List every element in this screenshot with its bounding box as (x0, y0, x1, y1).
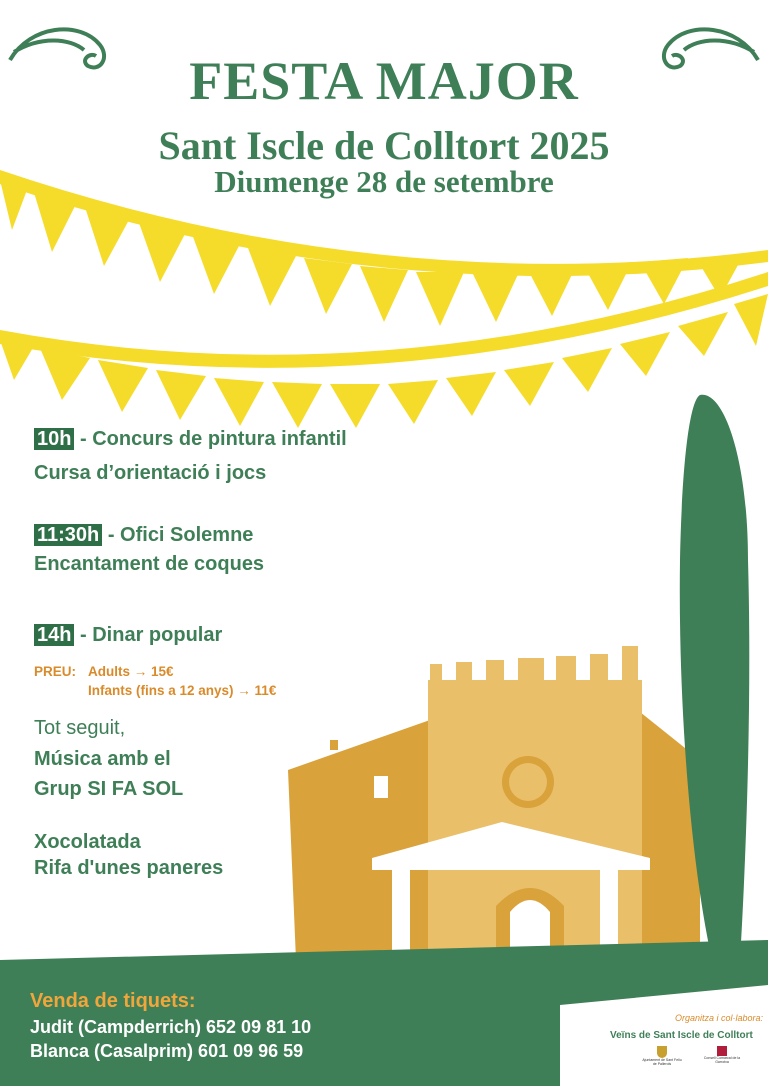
event-title: FESTA MAJOR (189, 51, 579, 111)
ticket-contact-1: Judit (Campderrich) 652 09 81 10 (30, 1017, 312, 1037)
chocolate-event: Xocolatada (34, 831, 141, 853)
logo-2-text: Consell Comarcal de la Garrotxa (703, 1056, 741, 1064)
organizers-label: Organitza i col·labora: (675, 1013, 764, 1023)
afternoon-intro: Tot seguit, (34, 717, 126, 739)
program-item-1 (34, 428, 347, 451)
program-extra: Encantament de coques (34, 553, 265, 575)
program-item-2 (34, 524, 253, 547)
price-children: Infants (fins a 12 anys) → 11€ (88, 683, 277, 698)
program-text: - Ofici Solemne (102, 524, 254, 546)
logo-consell (700, 1046, 744, 1064)
music-line-2: Grup SI FA SOL (34, 778, 184, 800)
consell-logo-icon (717, 1046, 727, 1056)
event-date: Diumenge 28 de setembre (214, 164, 554, 199)
program-text: - Concurs de pintura infantil (74, 428, 347, 450)
coat-of-arms-icon (657, 1046, 667, 1058)
tickets-heading: Venda de tiquets: (30, 990, 196, 1012)
price-adults: Adults → 15€ (88, 664, 174, 679)
program-time: 10h (34, 428, 74, 450)
program-item-3 (34, 624, 222, 647)
program-time: 11:30h (34, 524, 102, 546)
event-subtitle: Sant Iscle de Colltort 2025 (158, 123, 610, 168)
ticket-contact-2: Blanca (Casalprim) 601 09 96 59 (30, 1041, 304, 1061)
program-text: - Dinar popular (74, 624, 223, 646)
music-line-1: Música amb el (34, 748, 171, 770)
program-time: 14h (34, 624, 74, 646)
program-extra: Cursa d’orientació i jocs (34, 462, 267, 484)
raffle-event: Rifa d'unes paneres (34, 857, 224, 879)
logo-1-text: Ajuntament de Sant Feliu de Pallerols (642, 1058, 682, 1066)
price-label: PREU: (34, 664, 77, 679)
organizers-name: Veïns de Sant Iscle de Colltort (610, 1030, 753, 1041)
logo-ajuntament (640, 1046, 684, 1066)
church-illustration (288, 646, 700, 960)
